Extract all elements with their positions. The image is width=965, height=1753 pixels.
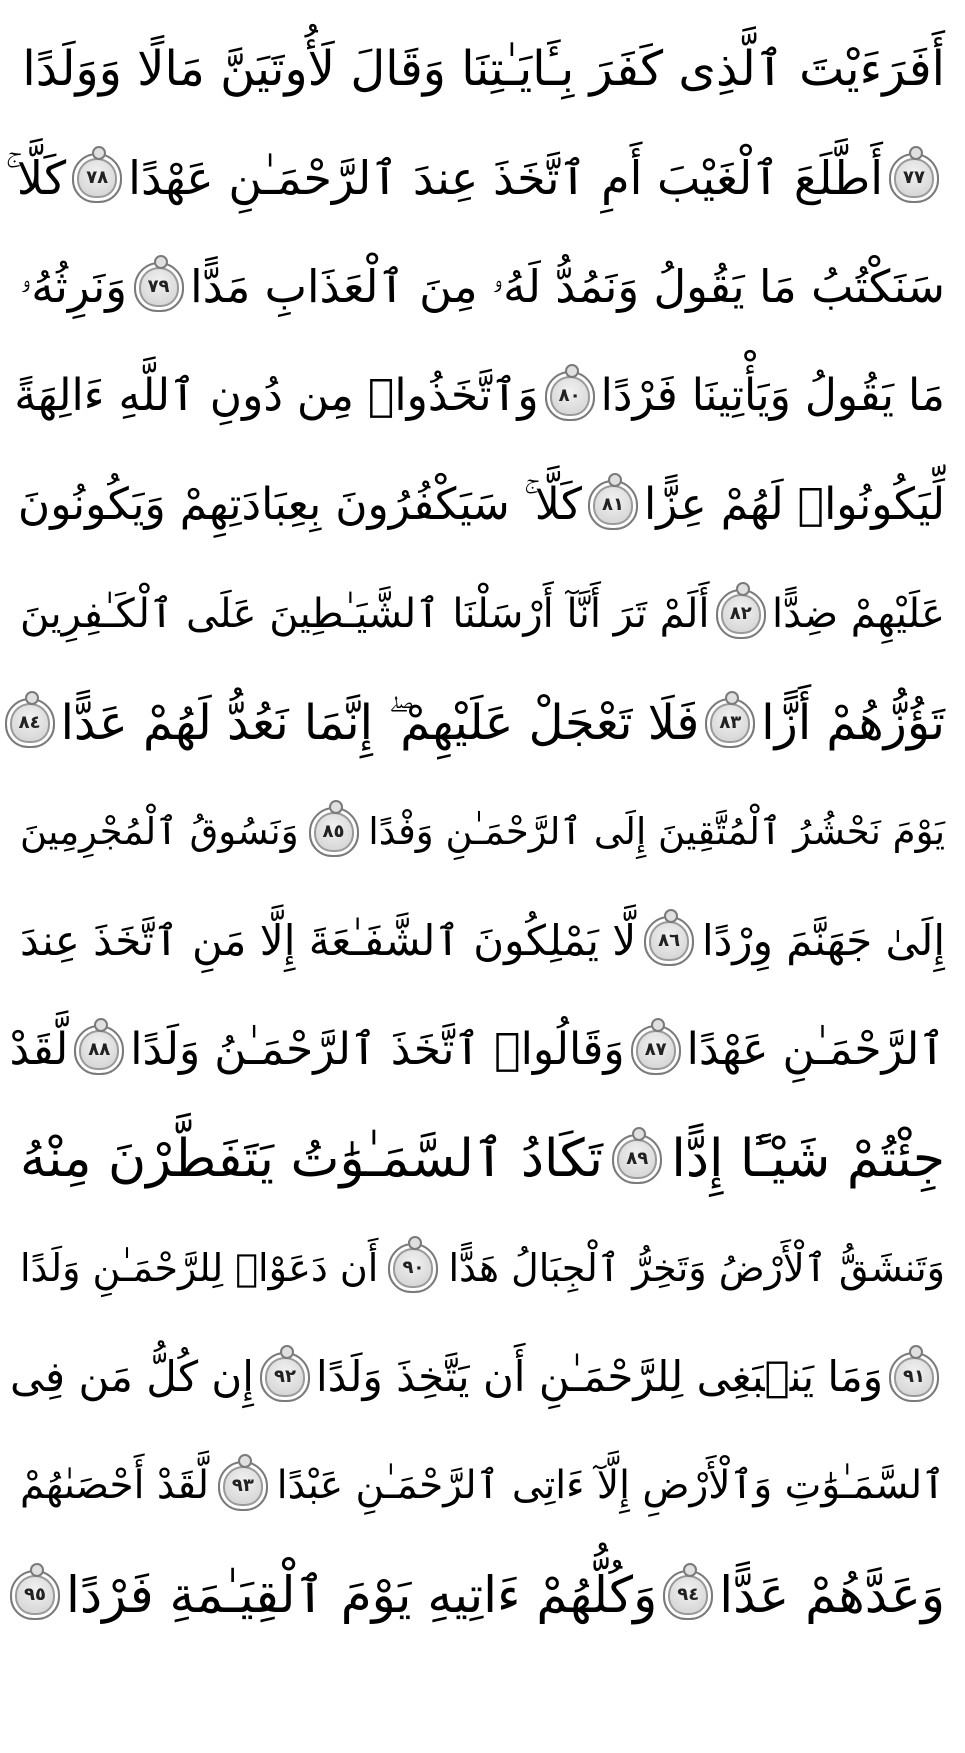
ayah-number-marker: ٧٧ [889,153,939,203]
verse-text: تَؤُزُّهُمْ أَزًّا [761,694,945,751]
ayah-number-marker: ٨٥ [309,807,359,857]
verse-text: ٱلرَّحْمَـٰنِ عَهْدًا [686,1023,945,1075]
verse-text: كَلَّا ۚ [5,150,67,205]
ayah-number-marker: ٨٩ [612,1134,662,1184]
verse-text: وَنَسُوقُ ٱلْمُجْرِمِينَ [20,810,299,853]
ayah-number-marker: ٧٩ [134,262,184,312]
ayah-number-marker: ٨٣ [705,698,755,748]
ayah-number-marker: ٩٠ [388,1243,438,1293]
verse-text: فَلَا تَعْجَلْ عَلَيْهِمْ ۖ إِنَّمَا نَعُدُّ لَهُمْ عَدًّا [60,694,700,751]
verse-line [20,1213,945,1322]
ayah-number-marker: ٨١ [588,480,638,530]
verse-line [20,886,945,995]
ayah-number-marker: ٩١ [889,1352,939,1402]
verse-text: أَفَرَءَيْتَ ٱلَّذِى كَفَرَ بِـَٔايَـٰتِنَا وَقَالَ لَأُوتَيَنَّ مَالًا وَوَلَدًا [22,40,945,97]
verse-text: وَكُلُّهُمْ ءَاتِيهِ يَوْمَ ٱلْقِيَـٰمَةِ فَرْدًا [66,1565,658,1624]
verse-line [20,668,945,777]
ayah-number-marker: ٩٤ [663,1570,713,1620]
verse-text: وَٱتَّخَذُوا۟ مِن دُونِ ٱللَّهِ ءَالِهَةً [14,369,539,421]
verse-line [20,1540,945,1649]
verse-text: جِئْتُمْ شَيْـًٔا إِدًّا [671,1128,945,1189]
verse-text: أَن دَعَوْا۟ لِلرَّحْمَـٰنِ وَلَدًا [20,1245,379,1290]
ayah-number-marker: ٨٢ [716,589,766,639]
verse-text: أَطَّلَعَ ٱلْغَيْبَ أَمِ ٱتَّخَذَ عِندَ ٱلرَّحْمَـٰنِ عَهْدًا [128,150,883,205]
verse-text: لَّقَدْ أَحْصَىٰهُمْ [20,1463,209,1508]
ayah-number-marker: ٨٤ [5,698,55,748]
verse-line [20,777,945,886]
verse-line [20,1431,945,1540]
verse-text: لِّيَكُونُوا۟ لَهُمْ عِزًّا [643,478,945,530]
ayah-number-marker: ٨٦ [644,916,694,966]
verse-text: عَلَيْهِمْ ضِدًّا [771,590,945,637]
verse-line [17,450,945,559]
verse-text: وَعَدَّهُمْ عَدًّا [719,1565,945,1624]
verse-text: يَوْمَ نَحْشُرُ ٱلْمُتَّقِينَ إِلَى ٱلرَّحْمَـٰنِ وَفْدًا [368,810,945,853]
verse-text: أَلَمْ تَرَ أَنَّآ أَرْسَلْنَا ٱلشَّيَـٰطِينَ عَلَى ٱلْكَـٰفِرِينَ [20,590,710,637]
verse-text: وَمَا يَنۢبَغِى لِلرَّحْمَـٰنِ أَن يَتَّخِذَ وَلَدًا [315,1351,883,1401]
verse-text: لَّقَدْ [9,1023,69,1075]
verse-line [5,123,945,232]
verse-text: وَقَالُوا۟ ٱتَّخَذَ ٱلرَّحْمَـٰنُ وَلَدًا [130,1023,625,1075]
verse-text: كَلَّا ۚ سَيَكْفُرُونَ بِعِبَادَتِهِمْ وَيَكُونُونَ [17,478,582,530]
ayah-number-marker: ٨٧ [631,1025,681,1075]
verse-text: إِلَىٰ جَهَنَّمَ وِرْدًا [701,915,945,965]
ayah-number-marker: ٨٠ [545,371,595,421]
ayah-number-marker: ٩٣ [218,1461,268,1511]
verse-text: مَا يَقُولُ وَيَأْتِينَا فَرْدًا [600,369,945,421]
verse-line [20,14,945,123]
ayah-number-marker: ٩٥ [10,1570,60,1620]
verse-text: وَنَرِثُهُۥ [20,260,128,313]
verse-text: لَّا يَمْلِكُونَ ٱلشَّفَـٰعَةَ إِلَّا مَنِ ٱتَّخَذَ عِندَ [20,915,637,965]
verse-text: تَكَادُ ٱلسَّمَـٰوَٰتُ يَتَفَطَّرْنَ مِنْهُ [20,1128,604,1189]
verse-text: ٱلسَّمَـٰوَٰتِ وَٱلْأَرْضِ إِلَّآ ءَاتِى ٱلرَّحْمَـٰنِ عَبْدًا [276,1463,945,1508]
verse-line [14,341,945,450]
ayah-number-marker: ٧٨ [72,153,122,203]
verse-text: سَنَكْتُبُ مَا يَقُولُ وَنَمُدُّ لَهُۥ مِنَ ٱلْعَذَابِ مَدًّا [190,260,945,313]
ayah-number-marker: ٩٢ [260,1352,310,1402]
verse-text: إِن كُلُّ مَن فِى [10,1351,254,1401]
verse-line [20,559,945,668]
verse-line [20,232,945,341]
verse-line [9,995,945,1104]
verse-line [20,1104,945,1213]
ayah-number-marker: ٨٨ [74,1025,124,1075]
verse-text: وَتَنشَقُّ ٱلْأَرْضُ وَتَخِرُّ ٱلْجِبَالُ هَدًّا [448,1245,945,1290]
verse-line [10,1322,945,1431]
